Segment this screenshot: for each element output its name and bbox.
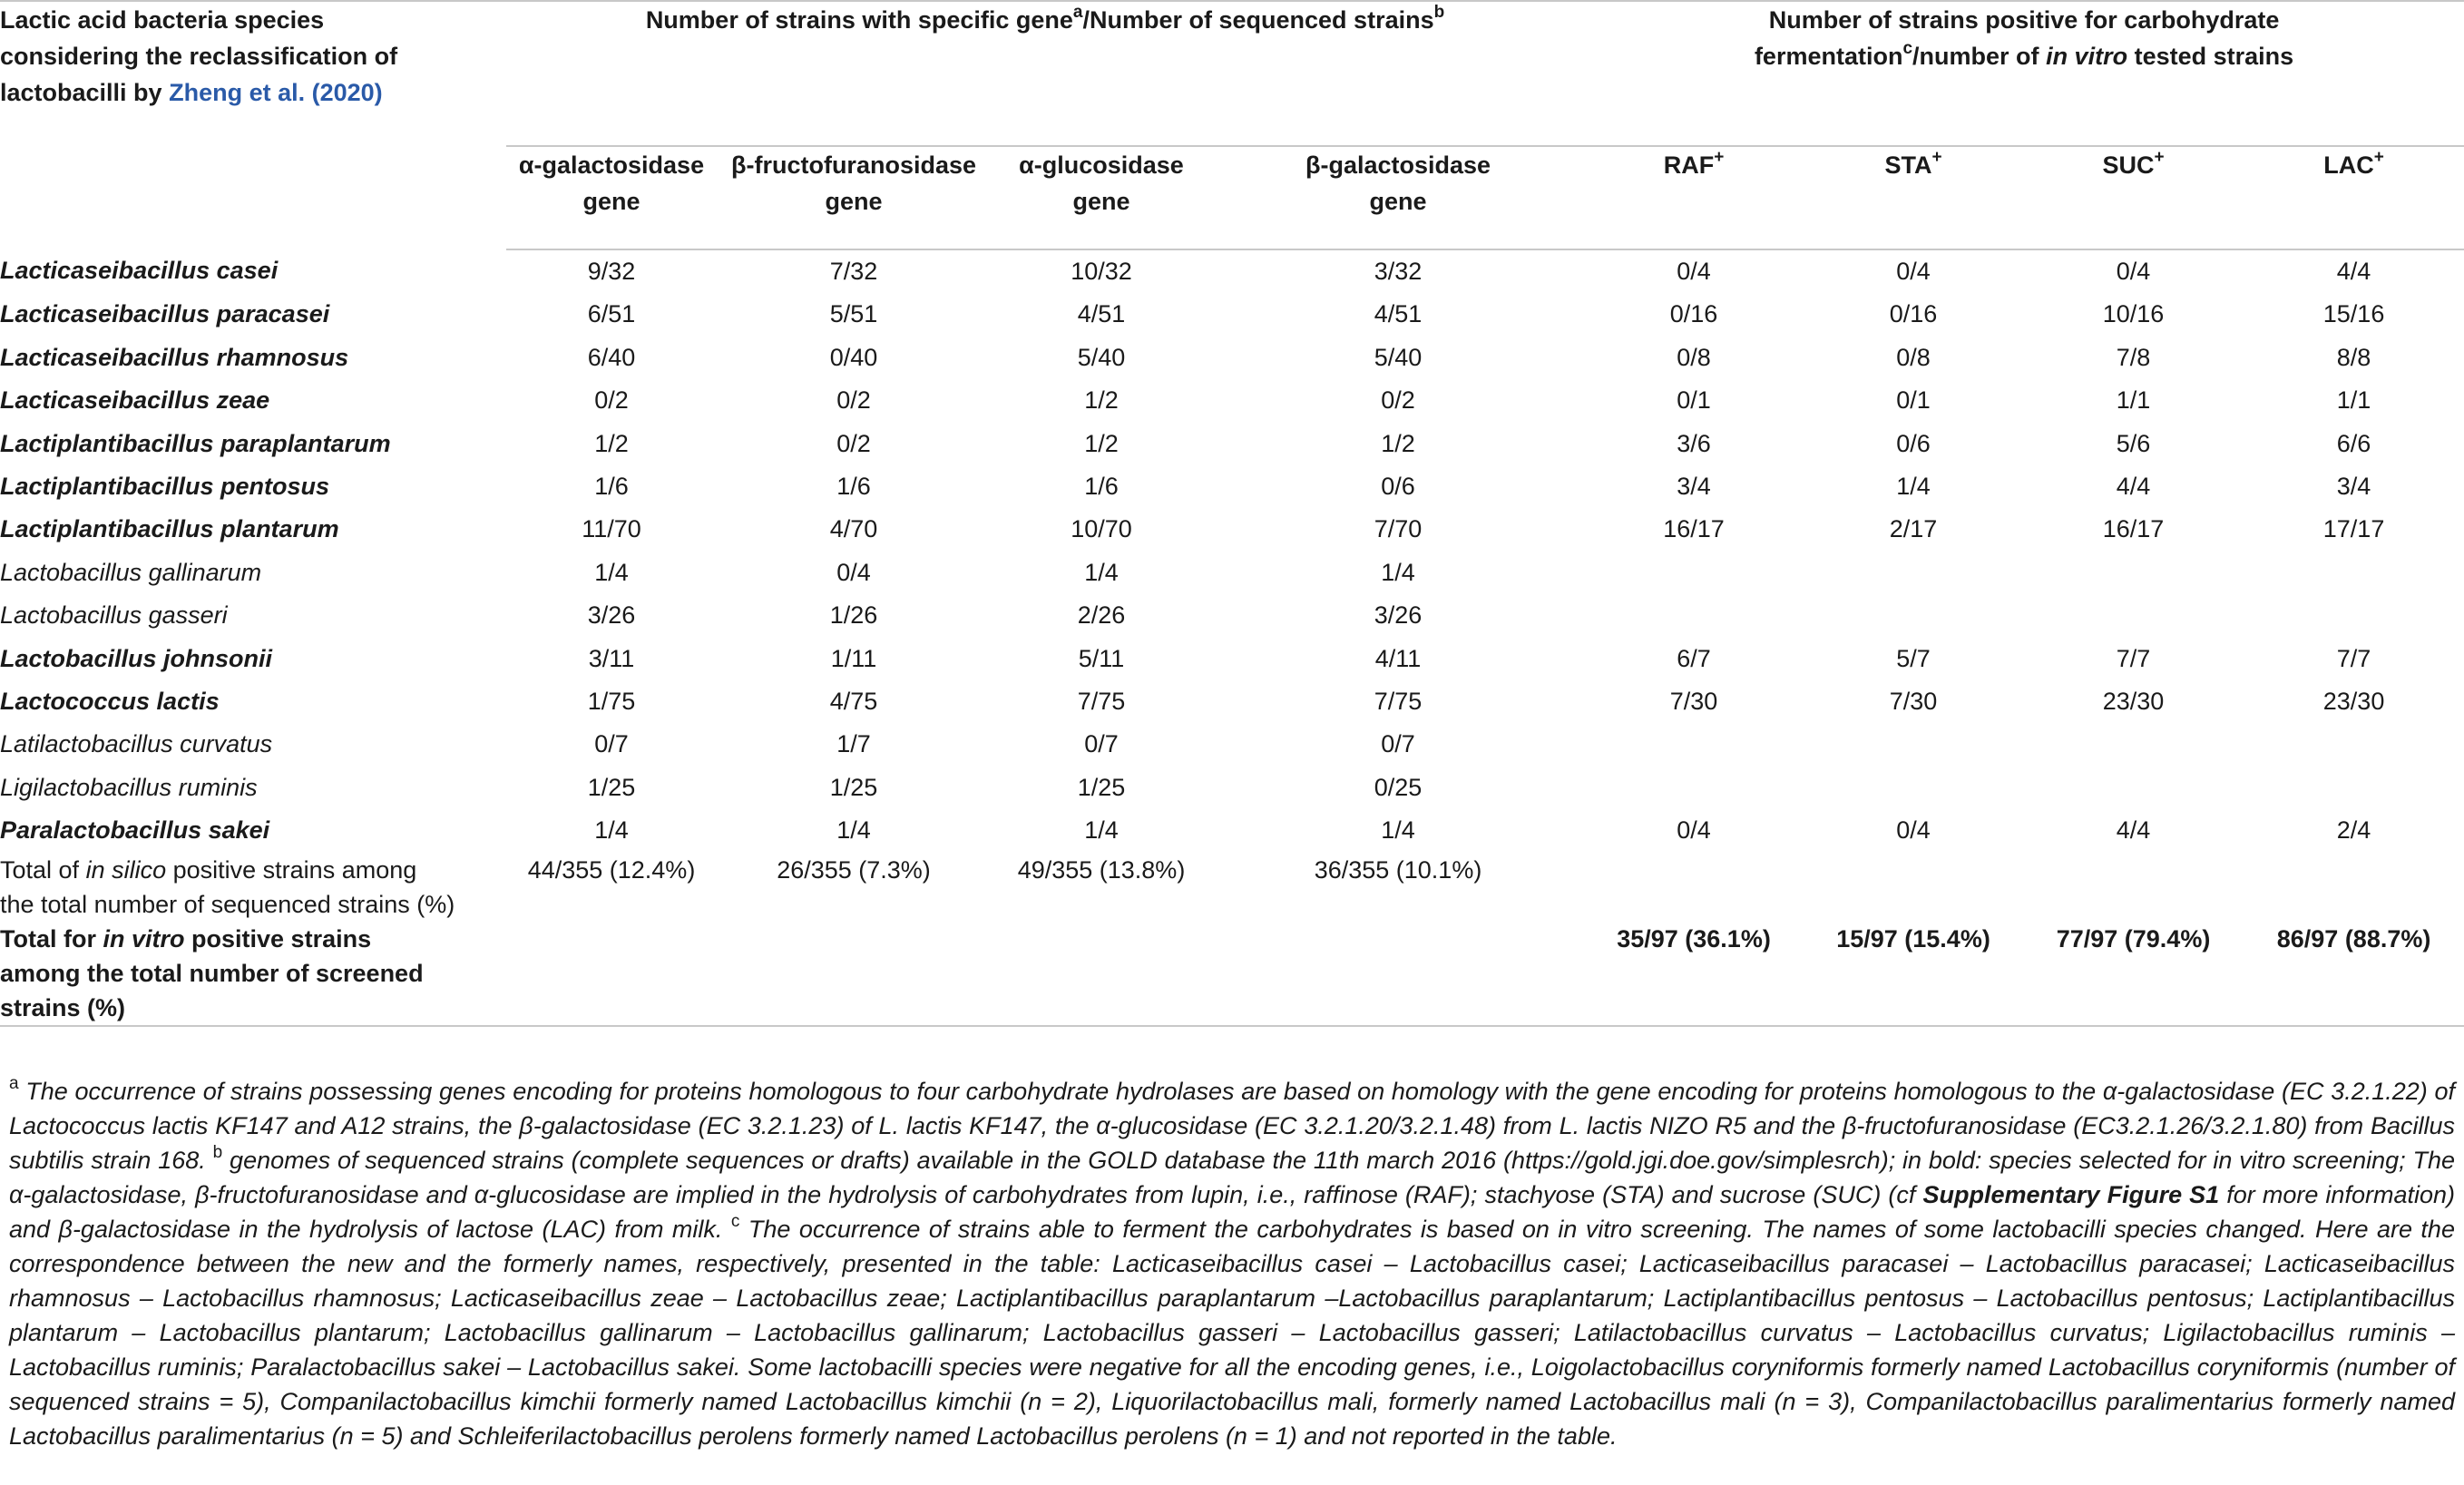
table-cell: 0/6 [1896,429,1931,457]
table-cell: 15/16 [2322,300,2385,328]
table-cell: 0/4 [2116,258,2151,285]
table-cell: 1/25 [829,773,878,801]
species-name: Lactobacillus johnsonii [0,644,273,672]
table-row [0,638,2464,680]
table-row [0,594,2464,637]
beta-fructofuranosidase-header: β-fructofuranosidase gene [717,146,991,249]
table-footnote: $^a$ The occurrence of strains possessing genes encoding for proteins homologous to four carbohydrate hydrolases are based on homology with the gene encoding for proteins homologous to the α-galactosidase (EC 3.2.1.22) of Lactococcus lactis KF147 and A12 strains, the β-galactosidase (EC 3.2.1.23) of L. lactis KF147, the α-glucosidase (EC 3.2.1.20/3.2.1.48) from L. lactis NIZO R5 and the β-fructofuranosidase (EC3.2.1.26/3.2.1.80) from Bacillus subtilis strain 168. $^b$ genomes of sequenced strains (complete sequences or drafts) available in the GOLD database the 11th march 2016 (https://gold.jgi.doe.gov/simplesrch); in bold: species selected for in vitro screening; The α-galactosidase, β-fructofuranosidase and α-glucosidase are implied in the hydrolysis of carbohydrates from lupin, i.e., raffinose (RAF); stachyose (STA) and sucrose (SUC) (cf Supplementary Figure S1 for more information) and β-galactosidase in the hydrolysis of lactose (LAC) from milk. $^c$ The occurrence of strains able to ferment the carbohydrates is based on in vitro screening. The names of some lactobacilli species changed. Here are the correspondence between the new and the formerly names, respectively, presented in the table: Lacticaseibacillus casei – Lactobacillus casei; Lacticaseibacillus paracasei – Lactobacillus paracasei; Lacticaseibacillus rhamnosus – Lactobacillus rhamnosus; Lacticaseibacillus zeae – Lactobacillus zeae; Lactiplantibacillus paraplantarum –Lactobacillus paraplantarum; Lactiplantibacillus pentosus – Lactobacillus pentosus; Lactiplantibacillus plantarum – Lactobacillus plantarum; Lactobacillus gallinarum – Lactobacillus gallinarum; Lactobacillus gasseri – Lactobacillus gasseri; Latilactobacillus curvatus – Lactobacillus curvatus; Ligilactobacillus ruminis – Lactobacillus ruminis; Paralactobacillus sakei – Lactobacillus sakei. Some lactobacilli species were negative for all the encoding genes, i.e., Loigolactobacillus coryniformis formerly named Lactobacillus coryniformis (number of sequenced strains = 5), Companilactobacillus kimchii formerly named Lactobacillus kimchii (n = 2), Liquorilactobacillus mali, formerly named Lactobacillus mali (n = 3), Companilactobacillus paralimentarius formerly named Lactobacillus paralimentarius (n = 5) and Schleiferilactobacillus perolens formerly named Lactobacillus perolens (n = 1) and not reported in the table. [9,1074,2455,1450]
table-cell [1804,723,2023,766]
table-cell: 7/7 [2336,644,2371,672]
table-cell: 10/70 [1071,515,1132,543]
table-cell: 7/30 [1889,688,1938,716]
table-cell: 6/51 [587,300,636,328]
table-cell: 1/6 [594,473,629,501]
table-cell: 0/4 [1896,258,1931,285]
table-cell [1584,723,1804,766]
table-cell: 9/32 [587,258,636,285]
species-name: Paralactobacillus sakei [0,816,270,845]
table-cell [2244,767,2464,809]
table-cell: 5/11 [1078,644,1125,672]
table-row [0,379,2464,422]
table-cell: 7/75 [1374,688,1423,716]
table-cell: 1/2 [1381,429,1415,457]
table-cell: 1/4 [1084,816,1119,845]
table-cell: 0/2 [594,386,629,415]
table-cell: 5/7 [1896,644,1931,672]
table-cell: 1/7 [836,730,871,758]
table-cell: 1/2 [1084,429,1119,457]
table-row [0,680,2464,723]
table-cell: 0/25 [1374,773,1423,801]
table-cell: 1/4 [594,816,629,845]
table-cell: 2/4 [2336,816,2371,845]
table-cell: 4/4 [2116,816,2151,845]
table-cell: 5/40 [1077,343,1126,371]
table-cell: 86/97 (88.7%) [2244,922,2464,1026]
table-cell: 1/4 [594,558,629,586]
table-cell: 0/8 [1896,343,1931,371]
table-cell: 3/4 [2336,473,2371,501]
table-cell: 3/26 [587,601,636,630]
table-row [0,249,2464,293]
gene-group-header: Number of strains with specific gene$^a$/Number of sequenced strains$^b$ [506,1,1584,146]
table-cell: 4/70 [829,515,878,543]
table-cell: 4/11 [1374,644,1422,672]
table-cell: 11/70 [582,515,641,543]
table-cell [2023,723,2244,766]
table-cell [1804,552,2023,594]
table-cell: 2/17 [1889,515,1938,543]
total-in-silico-label: Total of in silico positive strains among the total number of sequenced strains (%) [0,855,455,918]
table-cell: 0/6 [1381,473,1415,501]
table-cell: 0/7 [1381,730,1415,758]
table-cell: 36/355 (10.1%) [1314,855,1482,884]
table-cell: 8/8 [2336,343,2371,371]
table-cell [1584,594,1804,637]
table-cell: 4/75 [829,688,878,716]
lac-header: LAC+ [2244,146,2464,249]
raf-header: RAF+ [1584,146,1804,249]
species-name: Lacticaseibacillus casei [0,257,279,284]
species-name: Lactobacillus gallinarum [0,558,262,586]
table-cell: 7/75 [1077,688,1126,716]
alpha-glucosidase-header: α-glucosidase gene [991,146,1212,249]
table-cell [1584,767,1804,809]
table-cell: 3/6 [1677,429,1711,457]
table-cell: 16/17 [2102,515,2165,543]
table-cell: 44/355 (12.4%) [527,855,696,884]
table-cell: 0/2 [1381,386,1415,415]
table-cell: 5/51 [829,300,878,328]
table-cell: 0/2 [836,429,871,457]
table-cell: 10/32 [1071,258,1132,285]
table-row [0,508,2464,551]
table-cell: 0/16 [1889,300,1938,328]
beta-galactosidase-header: β-galactosidase gene [1212,146,1584,249]
species-name: Lacticaseibacillus paracasei [0,300,330,328]
table-row [0,293,2464,336]
table-cell: 0/7 [1084,730,1119,758]
table-cell [2023,552,2244,594]
table-cell: 17/17 [2322,515,2385,543]
table-cell: 0/4 [1677,258,1711,285]
table-cell: 7/30 [1669,688,1718,716]
table-cell: 1/2 [594,429,629,457]
table-row [0,552,2464,594]
total-in-vitro-label: Total for in vitro positive strains among the total number of screened strains (%) [0,922,506,1026]
alpha-galactosidase-header: α-galactosidase gene [506,146,717,249]
table-cell: 26/355 (7.3%) [777,855,931,884]
table-cell [2244,552,2464,594]
species-name: Lactiplantibacillus paraplantarum [0,429,391,457]
table-cell: 3/11 [588,644,635,672]
table-cell: 16/17 [1663,515,1725,543]
table-cell [2244,723,2464,766]
table-cell: 23/30 [2322,688,2385,716]
species-name: Latilactobacillus curvatus [0,730,273,758]
species-name: Lactococcus lactis [0,688,220,716]
total-in-silico-row [0,853,2464,922]
table-cell: 0/1 [1677,386,1711,415]
table-cell: 5/40 [1374,343,1423,371]
table-cell: 15/97 (15.4%) [1804,922,2023,1026]
table-row [0,767,2464,809]
fermentation-group-header: Number of strains positive for carbohydrate fermentation$^c$/number of in vitro tested strains [1584,1,2464,146]
table-cell: 1/25 [1077,773,1126,801]
table-cell: 1/4 [1084,558,1119,586]
table-cell: 49/355 (13.8%) [1017,855,1186,884]
table-cell: 0/8 [1677,343,1711,371]
supplementary-figure-link[interactable]: Supplementary Figure S1 [1922,1181,2220,1208]
table-cell: 0/7 [594,730,629,758]
suc-header: SUC+ [2023,146,2244,249]
table-cell: 7/32 [829,258,878,285]
table-row [0,423,2464,465]
table-cell [1804,594,2023,637]
table-cell: 1/75 [587,688,636,716]
table-cell: 3/4 [1677,473,1711,501]
table-cell: 7/70 [1374,515,1423,543]
table-row [0,809,2464,852]
table-cell: 35/97 (36.1%) [1584,922,1804,1026]
table-cell: 7/7 [2116,644,2151,672]
table-cell: 6/7 [1677,644,1711,672]
table-cell: 10/16 [2102,300,2165,328]
table-cell: 2/26 [1077,601,1126,630]
table-cell: 0/16 [1669,300,1718,328]
table-cell: 1/11 [830,644,877,672]
table-cell [2023,594,2244,637]
table-cell: 1/26 [829,601,878,630]
table-cell [2023,767,2244,809]
table-cell: 0/4 [1677,816,1711,845]
header-row-top [0,1,2464,146]
species-name: Lactiplantibacillus pentosus [0,473,330,501]
table-cell: 1/4 [1896,473,1931,501]
table-row [0,723,2464,766]
table-cell: 1/4 [1381,816,1415,845]
table-cell: 1/4 [836,816,871,845]
zheng-reference-link[interactable]: Zheng et al. (2020) [169,79,383,106]
species-name: Lactiplantibacillus plantarum [0,515,339,543]
table-cell: 0/4 [836,558,871,586]
table-cell [2244,594,2464,637]
table-cell: 3/32 [1374,258,1423,285]
table-cell: 1/4 [1381,558,1415,586]
table-cell: 0/2 [836,386,871,415]
table-cell: 4/51 [1374,300,1423,328]
species-name: Lacticaseibacillus zeae [0,386,270,415]
table-cell [1804,767,2023,809]
table-cell: 0/40 [829,343,878,371]
table-cell: 77/97 (79.4%) [2023,922,2244,1026]
total-in-vitro-row [0,922,2464,1026]
table-cell: 7/8 [2116,343,2151,371]
table-cell: 4/4 [2116,473,2151,501]
table-cell: 5/6 [2116,429,2151,457]
table-cell: 6/6 [2336,429,2371,457]
species-name: Lacticaseibacillus rhamnosus [0,343,349,371]
table-cell: 6/40 [587,343,636,371]
species-name: Lactobacillus gasseri [0,601,228,630]
table-body [0,249,2464,1026]
table-cell: 3/26 [1374,601,1423,630]
table-cell: 23/30 [2102,688,2165,716]
table-cell: 1/1 [2336,386,2371,415]
table-cell: 1/6 [1084,473,1119,501]
table-cell: 1/2 [1084,386,1119,415]
species-name: Ligilactobacillus ruminis [0,773,258,801]
table-cell: 1/6 [836,473,871,501]
species-column-header: Lactic acid bacteria species considering the reclassification of lactobacilli by Zheng et al. (2020) [0,6,398,106]
table-cell: 4/51 [1077,300,1126,328]
table-cell: 4/4 [2336,258,2371,285]
table-cell: 1/1 [2116,386,2151,415]
sta-header: STA+ [1804,146,2023,249]
table-cell: 0/1 [1896,386,1931,415]
table-cell: 0/4 [1896,816,1931,845]
table-row [0,465,2464,508]
table-cell: 1/25 [587,773,636,801]
table-cell [1584,552,1804,594]
table-row [0,337,2464,379]
